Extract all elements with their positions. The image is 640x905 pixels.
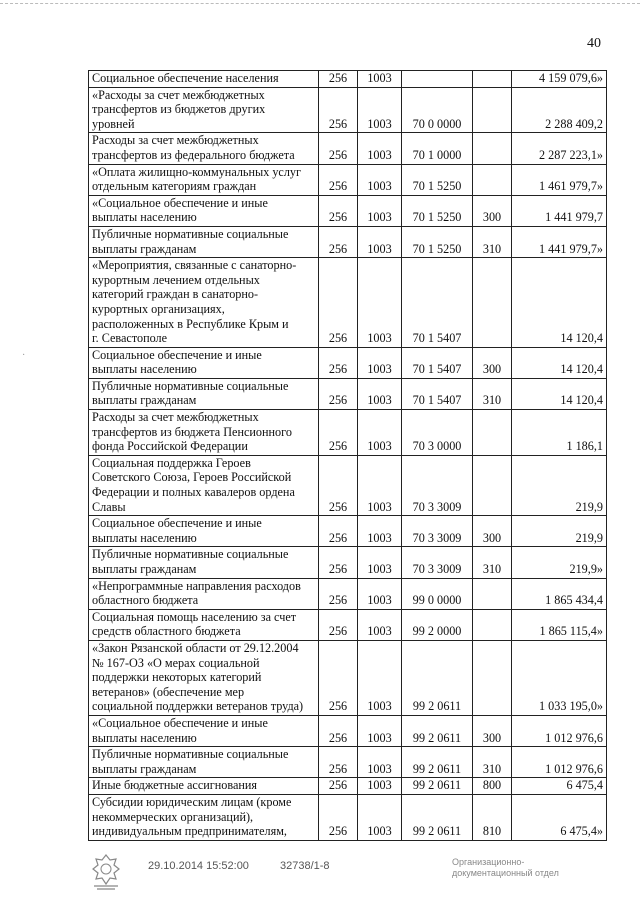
row-name-line: выплаты гражданам bbox=[92, 393, 197, 408]
table-row bbox=[89, 164, 607, 195]
row-name-cell bbox=[89, 715, 319, 746]
row-name-line: Славы bbox=[92, 499, 126, 514]
target-code-cell: 70 1 5407 bbox=[402, 347, 473, 378]
row-name-cell bbox=[89, 778, 319, 795]
table-row bbox=[89, 347, 607, 378]
row-name-line: выплаты населению bbox=[92, 362, 197, 377]
amount-cell: 6 475,4» bbox=[512, 794, 607, 840]
row-name-cell bbox=[89, 164, 319, 195]
row-name-cell bbox=[89, 516, 319, 547]
row-name-line: Социальная поддержка Героев bbox=[92, 455, 251, 470]
row-name-line: Социальное обеспечение и иные bbox=[92, 516, 262, 531]
table-row bbox=[89, 195, 607, 226]
amount-cell: 1 865 115,4» bbox=[512, 609, 607, 640]
margin-mark: · bbox=[22, 350, 26, 361]
row-name-line: Публичные нормативные социальные bbox=[92, 378, 289, 393]
admin-code-cell: 256 bbox=[319, 547, 358, 578]
coat-of-arms-icon bbox=[88, 852, 124, 892]
row-name-line: трансфертов из федерального бюджета bbox=[92, 147, 295, 162]
section-code-cell: 1003 bbox=[358, 747, 402, 778]
expense-type-cell: 310 bbox=[473, 378, 512, 409]
row-name-line: Социальная помощь населению за счет bbox=[92, 609, 297, 624]
row-name-line: расположенных в Республике Крым и bbox=[92, 316, 289, 331]
admin-code-cell: 256 bbox=[319, 258, 358, 348]
expense-type-cell bbox=[473, 71, 512, 88]
row-name-line: поддержки некоторых категорий bbox=[92, 670, 262, 685]
row-name-cell bbox=[89, 410, 319, 456]
target-code-cell: 99 2 0611 bbox=[402, 715, 473, 746]
section-code-cell: 1003 bbox=[358, 455, 402, 515]
target-code-cell: 70 1 5250 bbox=[402, 195, 473, 226]
target-code-cell: 70 3 0000 bbox=[402, 410, 473, 456]
target-code-cell: 99 2 0611 bbox=[402, 747, 473, 778]
section-code-cell: 1003 bbox=[358, 547, 402, 578]
admin-code-cell: 256 bbox=[319, 455, 358, 515]
row-name-line: курортных организациях, bbox=[92, 301, 225, 316]
row-name-cell bbox=[89, 747, 319, 778]
amount-cell: 2 287 223,1» bbox=[512, 133, 607, 164]
section-code-cell: 1003 bbox=[358, 164, 402, 195]
target-code-cell: 99 0 0000 bbox=[402, 578, 473, 609]
amount-cell: 219,9 bbox=[512, 516, 607, 547]
row-name-line: индивидуальным предпринимателям, bbox=[92, 824, 287, 839]
stamp-note bbox=[452, 857, 572, 879]
section-code-cell: 1003 bbox=[358, 226, 402, 257]
amount-cell: 2 288 409,2 bbox=[512, 87, 607, 133]
admin-code-cell: 256 bbox=[319, 164, 358, 195]
section-code-cell: 1003 bbox=[358, 778, 402, 795]
section-code-cell: 1003 bbox=[358, 347, 402, 378]
row-name-cell bbox=[89, 794, 319, 840]
row-name-line: «Мероприятия, связанные с санаторно- bbox=[92, 258, 297, 273]
expense-type-cell: 300 bbox=[473, 347, 512, 378]
amount-cell: 1 441 979,7 bbox=[512, 195, 607, 226]
admin-code-cell: 256 bbox=[319, 778, 358, 795]
target-code-cell: 70 1 5250 bbox=[402, 164, 473, 195]
row-name-line: социальной поддержки ветеранов труда) bbox=[92, 699, 304, 714]
row-name-line: «Непрограммные направления расходов bbox=[92, 578, 301, 593]
section-code-cell: 1003 bbox=[358, 516, 402, 547]
admin-code-cell: 256 bbox=[319, 609, 358, 640]
amount-cell: 6 475,4 bbox=[512, 778, 607, 795]
target-code-cell: 70 1 5407 bbox=[402, 378, 473, 409]
section-code-cell: 1003 bbox=[358, 71, 402, 88]
admin-code-cell: 256 bbox=[319, 87, 358, 133]
admin-code-cell: 256 bbox=[319, 133, 358, 164]
row-name-line: фонда Российской Федерации bbox=[92, 439, 248, 454]
stamp-note-line: документационный отдел bbox=[452, 868, 559, 878]
amount-cell: 1 012 976,6 bbox=[512, 747, 607, 778]
row-name-line: Расходы за счет межбюджетных bbox=[92, 410, 259, 425]
row-name-line: Иные бюджетные ассигнования bbox=[92, 778, 258, 793]
row-name-line: курортным лечением отдельных bbox=[92, 272, 260, 287]
amount-cell: 14 120,4 bbox=[512, 258, 607, 348]
admin-code-cell: 256 bbox=[319, 715, 358, 746]
row-name-line: ветеранов» (обеспечение мер bbox=[92, 684, 245, 699]
target-code-cell: 70 0 0000 bbox=[402, 87, 473, 133]
target-code-cell: 99 2 0611 bbox=[402, 778, 473, 795]
row-name-cell bbox=[89, 547, 319, 578]
amount-cell: 219,9» bbox=[512, 547, 607, 578]
target-code-cell: 70 1 5407 bbox=[402, 258, 473, 348]
row-name-line: выплаты населению bbox=[92, 530, 197, 545]
row-name-line: выплаты гражданам bbox=[92, 761, 197, 776]
table-row bbox=[89, 226, 607, 257]
table-row bbox=[89, 640, 607, 715]
expense-type-cell: 300 bbox=[473, 516, 512, 547]
target-code-cell: 70 3 3009 bbox=[402, 455, 473, 515]
budget-table-body bbox=[89, 71, 607, 841]
registration-timestamp: 29.10.2014 15:52:00 bbox=[148, 860, 249, 872]
table-row bbox=[89, 133, 607, 164]
row-name-line: Федерации и полных кавалеров ордена bbox=[92, 485, 295, 500]
table-row bbox=[89, 715, 607, 746]
row-name-line: выплаты гражданам bbox=[92, 241, 197, 256]
row-name-cell bbox=[89, 87, 319, 133]
target-code-cell: 70 1 5250 bbox=[402, 226, 473, 257]
expense-type-cell bbox=[473, 410, 512, 456]
section-code-cell: 1003 bbox=[358, 794, 402, 840]
amount-cell: 1 033 195,0» bbox=[512, 640, 607, 715]
expense-type-cell: 310 bbox=[473, 747, 512, 778]
table-row bbox=[89, 455, 607, 515]
target-code-cell: 99 2 0611 bbox=[402, 640, 473, 715]
row-name-line: трансфертов из бюджетов других bbox=[92, 102, 266, 117]
expense-type-cell: 300 bbox=[473, 715, 512, 746]
registration-number: 32738/1-8 bbox=[280, 860, 330, 872]
target-code-cell: 70 1 0000 bbox=[402, 133, 473, 164]
row-name-line: «Оплата жилищно-коммунальных услуг bbox=[92, 164, 302, 179]
admin-code-cell: 256 bbox=[319, 747, 358, 778]
table-row bbox=[89, 794, 607, 840]
expense-type-cell bbox=[473, 609, 512, 640]
table-row bbox=[89, 609, 607, 640]
section-code-cell: 1003 bbox=[358, 258, 402, 348]
expense-type-cell: 800 bbox=[473, 778, 512, 795]
row-name-line: «Закон Рязанской области от 29.12.2004 bbox=[92, 640, 299, 655]
section-code-cell: 1003 bbox=[358, 378, 402, 409]
admin-code-cell: 256 bbox=[319, 71, 358, 88]
target-code-cell: 70 3 3009 bbox=[402, 547, 473, 578]
target-code-cell: 70 3 3009 bbox=[402, 516, 473, 547]
row-name-line: г. Севастополе bbox=[92, 331, 168, 346]
admin-code-cell: 256 bbox=[319, 347, 358, 378]
section-code-cell: 1003 bbox=[358, 715, 402, 746]
row-name-line: «Социальное обеспечение и иные bbox=[92, 715, 268, 730]
row-name-line: трансфертов из бюджета Пенсионного bbox=[92, 424, 292, 439]
expense-type-cell bbox=[473, 578, 512, 609]
amount-cell: 219,9 bbox=[512, 455, 607, 515]
row-name-line: Публичные нормативные социальные bbox=[92, 747, 289, 762]
admin-code-cell: 256 bbox=[319, 578, 358, 609]
expense-type-cell bbox=[473, 455, 512, 515]
row-name-cell bbox=[89, 378, 319, 409]
row-name-line: Социальное обеспечение и иные bbox=[92, 347, 262, 362]
admin-code-cell: 256 bbox=[319, 410, 358, 456]
scan-top-edge bbox=[0, 3, 640, 4]
section-code-cell: 1003 bbox=[358, 640, 402, 715]
row-name-line: выплаты населению bbox=[92, 210, 197, 225]
page-number: 40 bbox=[587, 36, 601, 51]
expense-type-cell bbox=[473, 87, 512, 133]
expense-type-cell bbox=[473, 640, 512, 715]
target-code-cell: 99 2 0000 bbox=[402, 609, 473, 640]
row-name-cell bbox=[89, 640, 319, 715]
table-row bbox=[89, 258, 607, 348]
stamp-note-line: Организационно- bbox=[452, 857, 525, 867]
expense-type-cell bbox=[473, 258, 512, 348]
table-row bbox=[89, 378, 607, 409]
row-name-line: Публичные нормативные социальные bbox=[92, 547, 289, 562]
row-name-line: категорий граждан в санаторно- bbox=[92, 287, 259, 302]
amount-cell: 14 120,4 bbox=[512, 378, 607, 409]
row-name-cell bbox=[89, 71, 319, 88]
table-row bbox=[89, 410, 607, 456]
admin-code-cell: 256 bbox=[319, 640, 358, 715]
table-row bbox=[89, 547, 607, 578]
row-name-cell bbox=[89, 133, 319, 164]
table-row bbox=[89, 578, 607, 609]
target-code-cell bbox=[402, 71, 473, 88]
admin-code-cell: 256 bbox=[319, 226, 358, 257]
expense-type-cell: 300 bbox=[473, 195, 512, 226]
expense-type-cell bbox=[473, 164, 512, 195]
row-name-line: Советского Союза, Героев Российской bbox=[92, 470, 292, 485]
admin-code-cell: 256 bbox=[319, 195, 358, 226]
expense-type-cell: 310 bbox=[473, 547, 512, 578]
row-name-line: выплаты населению bbox=[92, 730, 197, 745]
table-row bbox=[89, 747, 607, 778]
amount-cell: 1 865 434,4 bbox=[512, 578, 607, 609]
row-name-line: выплаты гражданам bbox=[92, 562, 197, 576]
section-code-cell: 1003 bbox=[358, 87, 402, 133]
expense-type-cell bbox=[473, 133, 512, 164]
amount-cell: 1 186,1 bbox=[512, 410, 607, 456]
row-name-cell bbox=[89, 455, 319, 515]
admin-code-cell: 256 bbox=[319, 794, 358, 840]
section-code-cell: 1003 bbox=[358, 133, 402, 164]
row-name-line: Публичные нормативные социальные bbox=[92, 226, 289, 241]
amount-cell: 4 159 079,6» bbox=[512, 71, 607, 88]
amount-cell: 1 441 979,7» bbox=[512, 226, 607, 257]
row-name-line: средств областного бюджета bbox=[92, 624, 241, 639]
row-name-line: некоммерческих организаций), bbox=[92, 809, 254, 824]
table-row bbox=[89, 87, 607, 133]
amount-cell: 1 012 976,6 bbox=[512, 715, 607, 746]
row-name-cell bbox=[89, 609, 319, 640]
row-name-line: «Расходы за счет межбюджетных bbox=[92, 87, 265, 102]
row-name-line: отдельным категориям граждан bbox=[92, 179, 257, 194]
section-code-cell: 1003 bbox=[358, 410, 402, 456]
target-code-cell: 99 2 0611 bbox=[402, 794, 473, 840]
admin-code-cell: 256 bbox=[319, 516, 358, 547]
expense-type-cell: 310 bbox=[473, 226, 512, 257]
row-name-line: областного бюджета bbox=[92, 593, 199, 608]
row-name-line: «Социальное обеспечение и иные bbox=[92, 195, 268, 210]
amount-cell: 14 120,4 bbox=[512, 347, 607, 378]
row-name-line: № 167-ОЗ «О мерах социальной bbox=[92, 655, 260, 670]
row-name-cell bbox=[89, 226, 319, 257]
row-name-line: Социальное обеспечение населения bbox=[92, 71, 279, 85]
section-code-cell: 1003 bbox=[358, 609, 402, 640]
row-name-line: уровней bbox=[92, 116, 135, 131]
table-row bbox=[89, 778, 607, 795]
row-name-cell bbox=[89, 347, 319, 378]
section-code-cell: 1003 bbox=[358, 578, 402, 609]
section-code-cell: 1003 bbox=[358, 195, 402, 226]
expense-type-cell: 810 bbox=[473, 794, 512, 840]
row-name-line: Субсидии юридическим лицам (кроме bbox=[92, 794, 292, 809]
table-row bbox=[89, 516, 607, 547]
budget-table bbox=[88, 70, 607, 841]
row-name-cell bbox=[89, 195, 319, 226]
row-name-line: Расходы за счет межбюджетных bbox=[92, 133, 259, 148]
amount-cell: 1 461 979,7» bbox=[512, 164, 607, 195]
row-name-cell bbox=[89, 258, 319, 348]
admin-code-cell: 256 bbox=[319, 378, 358, 409]
table-row bbox=[89, 71, 607, 88]
row-name-cell bbox=[89, 578, 319, 609]
